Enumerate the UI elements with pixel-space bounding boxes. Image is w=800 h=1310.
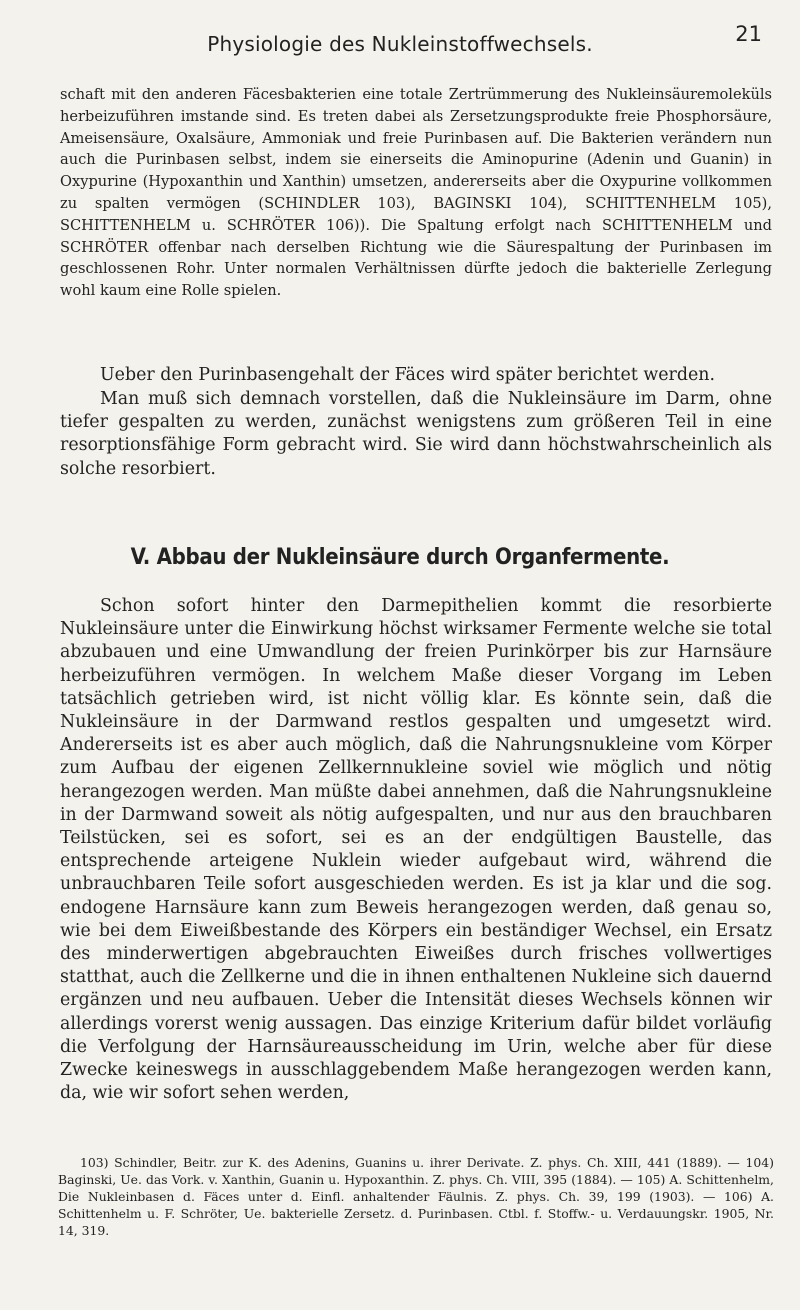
paragraph-organ-ferments [60,595,772,1105]
running-header [0,22,800,56]
footnotes [58,1154,774,1239]
paragraph-3-text: Schon sofort hinter den Darmepithelien kommt die resorbierte Nukleinsäure unter die Einwirkung höchst wirksamer Fermente welche sie total abzubauen und eine Umwandlung der freien Purinkörper bis zur Harnsäure herbeizuführen vermögen. In welchem Maße dieser Vorgang im Leben tatsächlich getrieben wird, ist nicht völlig klar. Es könnte sein, daß die Nukleinsäure in der Darmwand restlos gespalten und umgesetzt wird. Andererseits ist es aber auch möglich, daß die Nahrungsnukleine vom Körper zum Aufbau der eigenen Zellkernnukleine soviel wie möglich und nötig herangezogen werden. Man müßte dabei annehmen, daß die Nahrungsnukleine in der Darmwand soweit als nötig aufgespalten, und nur aus den brauchbaren Teilstücken, sei es sofort, sei es an der endgültigen Baustelle, das entsprechende arteigene Nuklein wieder aufgebaut wird, während die unbrauchbaren Teile sofort ausgeschieden werden. Es ist ja klar und die sog. endogene Harnsäure kann zum Beweis herangezogen werden, daß genau so, wie bei dem Eiweißbestande des Körpers ein beständiger Wechsel, ein Ersatz des minderwertigen abgebrauchten Eiweißes durch frisches vollwertiges statthat, auch die Zellkerne und die in ihnen enthaltenen Nukleine sich dauernd ergänzen und neu aufbauen. Ueber die Intensität dieses Wechsels können wir allerdings vorerst wenig aussagen. Das einzige Kriterium dafür bildet vorläufig die Verfolgung der Harnsäureausscheidung im Urin, welche aber für diese Zwecke keineswegs in ausschlaggebendem Maße herangezogen werden kann, da, wie wir sofort sehen werden, [60,596,772,1104]
paragraph-small-text: schaft mit den anderen Fäcesbakterien eine totale Zertrümmerung des Nukleinsäuremoleküls herbeizuführen imstande sind. Es treten dabei als Zersetzungsprodukte freie Phosphorsäure, Ameisensäure, Oxalsäure, Ammoniak und freie Purinbasen auf. Die Bakterien verändern nun auch die Purinbasen selbst, indem sie einerseits die Aminopurine (Adenin und Guanin) in Oxypurine (Hypoxanthin und Xanthin) umsetzen, andererseits aber die Oxypurine vollkommen zu spalten vermögen (SCHINDLER 103), BAGINSKI 104), SCHITTENHELM 105), SCHITTENHELM u. SCHRÖTER 106)). Die Spaltung erfolgt nach SCHITTENHELM und SCHRÖTER offenbar nach derselben Richtung wie die Säurespaltung der Purinbasen im geschlossenen Rohr. Unter normalen Verhältnissen dürfte jedoch die bakterielle Zerlegung wohl kaum eine Rolle spielen. [60,86,772,300]
section-heading: V. Abbau der Nukleinsäure durch Organfermente. [130,545,670,570]
paragraph-conclusion [60,388,772,481]
paragraph-2-text: Man muß sich demnach vorstellen, daß die Nukleinsäure im Darm, ohne tiefer gespalten zu werden, zunächst wenigstens zum größeren Teil in eine resorptionsfähige Form gebracht wird. Sie wird dann höchstwahrscheinlich als solche resorbiert. [60,389,772,479]
paragraph-faeces-note [60,364,772,387]
running-title: Physiologie des Nukleinstoffwechsels. [207,32,593,56]
paragraph-1-text: Ueber den Purinbasengehalt der Fäces wird später berichtet werden. [100,365,715,385]
page-number: 21 [735,22,762,46]
paragraph-continued [60,84,772,302]
footnotes-text: 103) Schindler, Beitr. zur K. des Adenins, Guanins u. ihrer Derivate. Z. phys. Ch. XIII, 441 (1889). — 104) Baginski, Ue. das Vork. v. Xanthin, Guanin u. Hypoxanthin. Z. phys. Ch. VIII, 395 (1884). — 105) A. Schittenhelm, Die Nukleinbasen d. Fäces unter d. Einfl. anhaltender Fäulnis. Z. phys. Ch. 39, 199 (1903). — 106) A. Schittenhelm u. F. Schröter, Ue. bakterielle Zersetz. d. Purinbasen. Ctbl. f. Stoffw.- u. Verdauungskr. 1905, Nr. 14, 319. [58,1155,774,1238]
